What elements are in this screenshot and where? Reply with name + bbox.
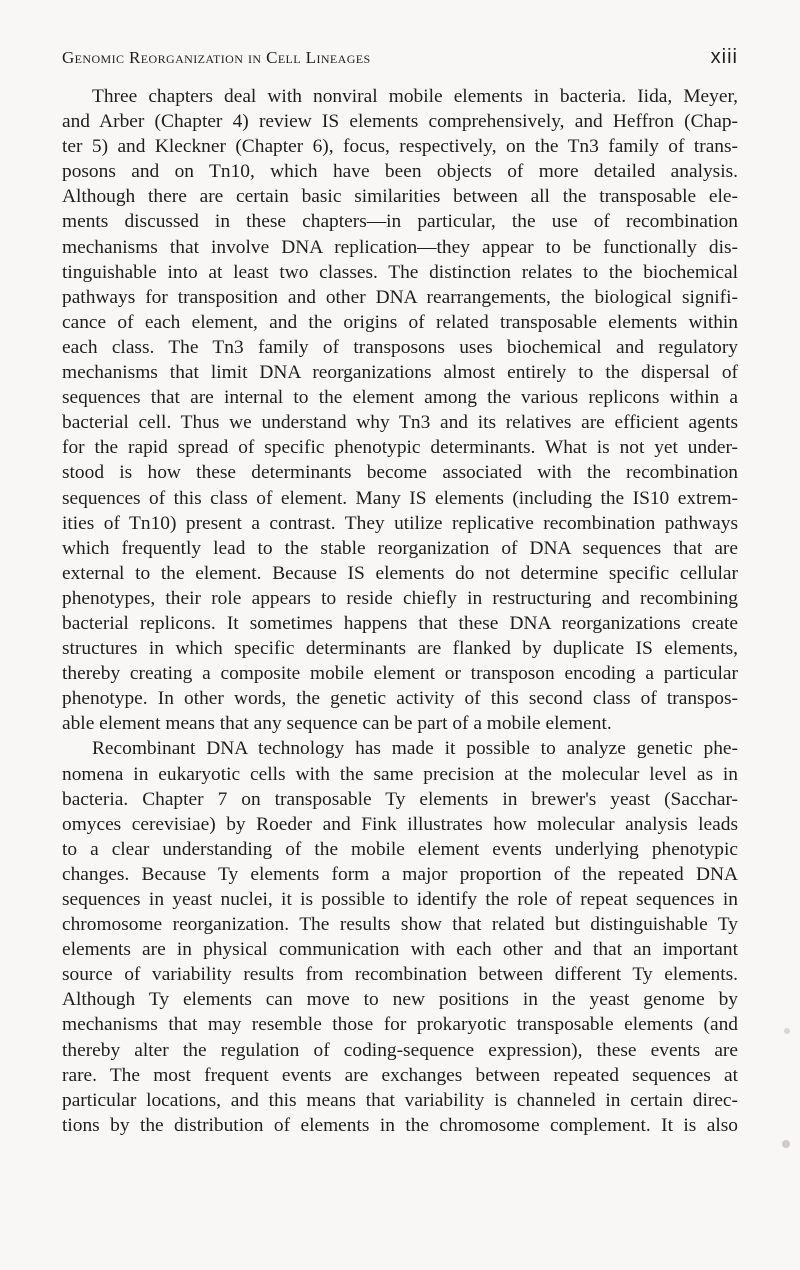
text-line: ments discussed in these chapters—in particular, the use of recombination <box>62 211 738 233</box>
text-line: thereby alter the regulation of coding-sequence expression), these events are <box>62 1039 738 1061</box>
text-line: thereby creating a composite mobile element or transposon encoding a particular <box>62 663 738 685</box>
text-line: sequences in yeast nuclei, it is possible to identify the role of repeat sequences in <box>62 889 738 910</box>
text-line: Recombinant DNA technology has made it possible to analyze genetic phe- <box>92 738 738 760</box>
text-line: nomena in eukaryotic cells with the same precision at the molecular level as in <box>62 763 738 785</box>
text-line: for the rapid spread of specific phenotypic determinants. What is not yet under- <box>62 437 738 459</box>
text-line: bacteria. Chapter 7 on transposable Ty elements in brewer's yeast (Sacchar- <box>62 788 738 810</box>
text-line: Three chapters deal with nonviral mobile elements in bacteria. Iida, Meyer, <box>92 86 738 107</box>
text-line: mechanisms that limit DNA reorganizations almost entirely to the dispersal of <box>62 362 738 384</box>
paper-speck <box>782 1140 790 1148</box>
text-line: rare. The most frequent events are exchanges between repeated sequences at <box>62 1064 738 1086</box>
text-line: particular locations, and this means that variability is channeled in certain direc- <box>62 1089 738 1111</box>
text-line: bacterial cell. Thus we understand why Tn3 and its relatives are efficient agents <box>62 412 738 434</box>
text-line: mechanisms that involve DNA replication—they appear to be functionally dis- <box>62 236 738 258</box>
running-header <box>62 48 738 72</box>
page-number: xiii <box>710 46 738 68</box>
text-line: tinguishable into at least two classes. The distinction relates to the biochemical <box>62 261 738 283</box>
text-line: changes. Because Ty elements form a major proportion of the repeated DNA <box>62 863 738 885</box>
text-line: Although Ty elements can move to new positions in the yeast genome by <box>62 989 738 1011</box>
text-line: ities of Tn10) present a contrast. They utilize replicative recombination pathways <box>62 512 738 534</box>
text-line: able element means that any sequence can be part of a mobile element. <box>62 713 612 735</box>
text-line: sequences of this class of element. Many IS elements (including the IS10 extrem- <box>62 487 738 509</box>
text-line: tions by the distribution of elements in the chromosome complement. It is also <box>62 1114 738 1136</box>
text-line: each class. The Tn3 family of transposons uses biochemical and regulatory <box>62 336 738 358</box>
text-line: pathways for transposition and other DNA rearrangements, the biological signifi- <box>62 286 738 308</box>
text-line: Although there are certain basic similarities between all the transposable ele- <box>62 186 738 208</box>
text-line: phenotype. In other words, the genetic activity of this second class of transpos- <box>62 688 738 710</box>
paper-speck <box>784 1028 790 1034</box>
text-line: source of variability results from recombination between different Ty elements. <box>62 964 738 986</box>
text-line: which frequently lead to the stable reorganization of DNA sequences that are <box>62 537 738 559</box>
text-line: posons and on Tn10, which have been objects of more detailed analysis. <box>62 161 738 183</box>
text-line: phenotypes, their role appears to reside chiefly in restructuring and recombining <box>62 587 738 609</box>
text-line: bacterial replicons. It sometimes happens that these DNA reorganizations create <box>62 612 738 634</box>
text-line: mechanisms that may resemble those for prokaryotic transposable elements (and <box>62 1014 738 1036</box>
text-line: structures in which specific determinants are flanked by duplicate IS elements, <box>62 638 738 660</box>
running-header-title: Genomic Reorganization in Cell Lineages <box>62 48 371 67</box>
text-line: sequences that are internal to the element among the various replicons within a <box>62 387 738 409</box>
text-line: omyces cerevisiae) by Roeder and Fink illustrates how molecular analysis leads <box>62 813 738 835</box>
text-line: external to the element. Because IS elements do not determine specific cellular <box>62 562 738 584</box>
text-line: and Arber (Chapter 4) review IS elements comprehensively, and Heffron (Chap- <box>62 111 738 133</box>
body-text <box>62 84 738 1138</box>
text-line: to a clear understanding of the mobile element events underlying phenotypic <box>62 838 738 860</box>
text-line: elements are in physical communication with each other and that an important <box>62 939 738 961</box>
text-line: chromosome reorganization. The results show that related but distinguishable Ty <box>62 914 738 936</box>
text-line: stood is how these determinants become associated with the recombination <box>62 462 738 484</box>
text-line: cance of each element, and the origins of related transposable elements within <box>62 311 738 333</box>
text-line: ter 5) and Kleckner (Chapter 6), focus, respectively, on the Tn3 family of trans- <box>62 136 738 158</box>
